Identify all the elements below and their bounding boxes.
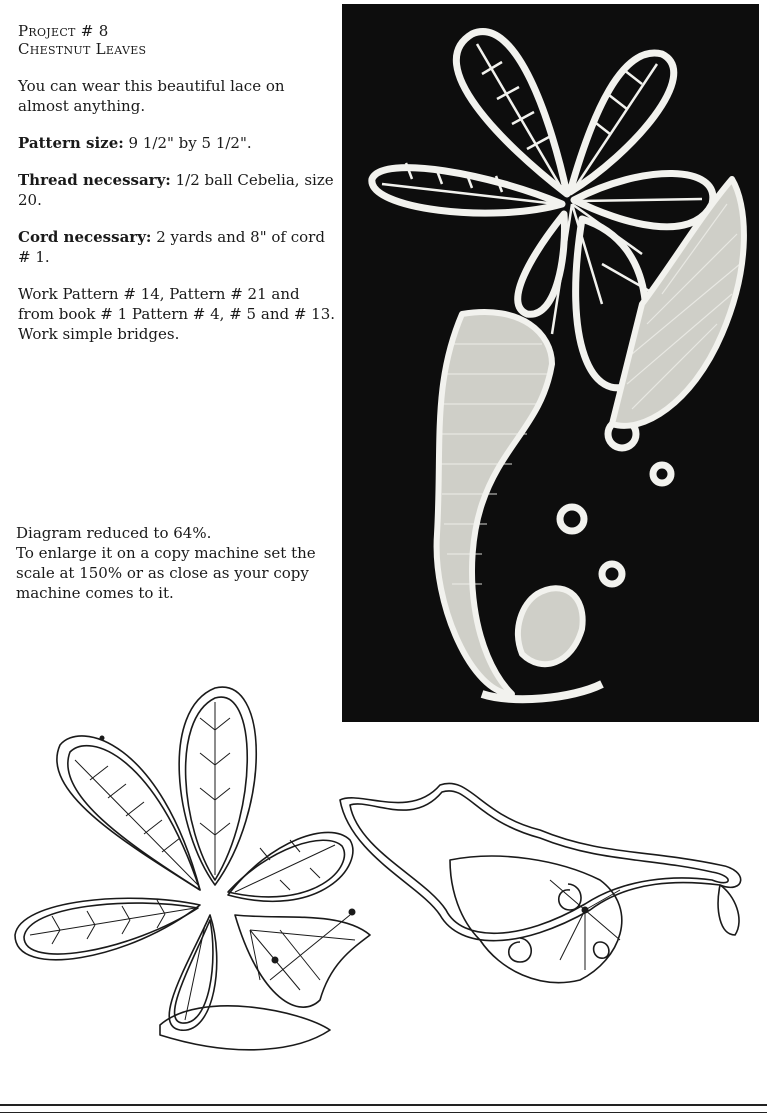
cord-value: 2 yards and 8" of cord # 1.: [18, 228, 325, 266]
pattern-size-value: 9 1/2" by 5 1/2".: [123, 134, 252, 152]
work-instructions: Work Pattern # 14, Pattern # 21 and from book # 1 Pattern # 4, # 5 and # 13. Work simple bridges.: [18, 285, 336, 343]
project-number: Project # 8: [18, 22, 109, 40]
pattern-line-drawing: [0, 680, 767, 1100]
lace-photograph: [342, 4, 759, 722]
cord-necessary: [18, 227, 336, 267]
bottom-rule: [0, 1104, 767, 1113]
pattern-diagram: [0, 680, 767, 1100]
thread-label: Thread necessary:: [18, 171, 171, 189]
thread-value: 1/2 ball Cebelia, size 20.: [18, 171, 334, 209]
intro-text: You can wear this beautiful lace on almost anything.: [18, 77, 285, 115]
lace-photo-illustration: [342, 4, 759, 722]
project-title: Chestnut Leaves: [18, 40, 147, 58]
diagram-note: [16, 523, 336, 603]
instructions-column: [18, 22, 336, 361]
thread-necessary: [18, 170, 336, 210]
pattern-size: [18, 133, 336, 153]
pattern-size-label: Pattern size:: [18, 134, 124, 152]
diagram-enlarge-tip: To enlarge it on a copy machine set the scale at 150% or as close as your copy machine comes to it.: [16, 544, 316, 602]
diagram-reduction: Diagram reduced to 64%.: [16, 524, 212, 542]
cord-label: Cord necessary:: [18, 228, 152, 246]
